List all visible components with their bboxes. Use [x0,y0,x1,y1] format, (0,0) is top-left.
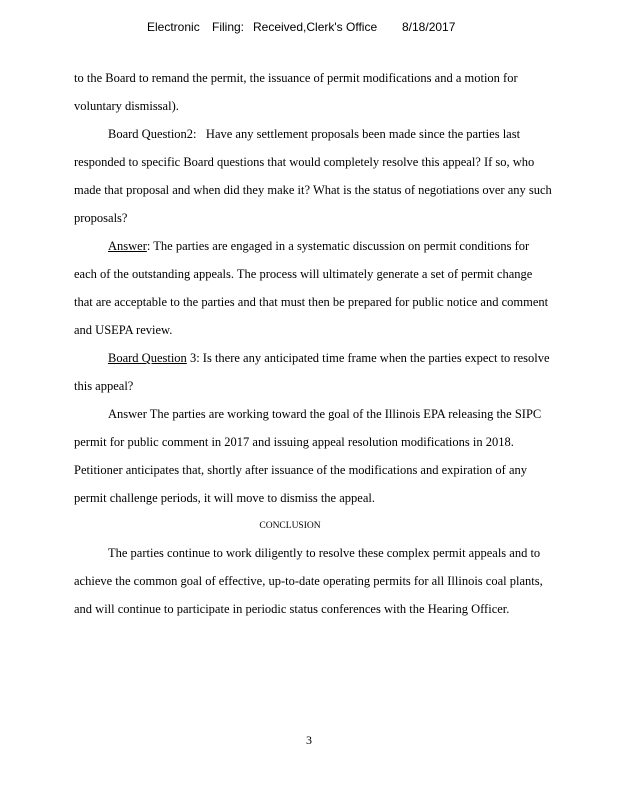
body-line: responded to specific Board questions that would completely resolve this appeal? If so, who [74,155,535,169]
header-received-clerks: Received,Clerk's [253,20,343,34]
body-line: that are acceptable to the parties and that must then be prepared for public notice and comment [74,295,549,309]
body-line: and USEPA review. [74,323,173,337]
question-label: Board Question2: [108,127,197,141]
question-text: Have any settlement proposals been made since the parties last [205,127,521,141]
conclusion-heading: CONCLUSION [259,521,321,531]
answer-label: Answer [108,239,147,253]
body-line: Petitioner anticipates that, shortly after issuance of the modifications and expiration of any [74,463,527,477]
question-label: Board Question [108,351,187,365]
body-line: to the Board to remand the permit, the issuance of permit modifications and a motion for [74,71,518,85]
filing-stamp-header [0,20,618,38]
board-question-2 [108,126,520,142]
board-question-3 [108,350,550,366]
body-line: this appeal? [74,379,134,393]
header-filing: Filing: [212,20,245,34]
body-line: proposals? [74,211,128,225]
answer-2 [108,238,529,254]
body-line: each of the outstanding appeals. The process will ultimately generate a set of permit change [74,267,533,281]
header-electronic: Electronic [147,20,200,34]
page-number: 3 [306,733,312,747]
header-date: 8/18/2017 [402,20,456,34]
body-line: made that proposal and when did they make it? What is the status of negotiations over any such [74,183,552,197]
answer-3: Answer The parties are working toward the goal of the Illinois EPA releasing the SIPC [108,407,542,421]
question-text: 3: Is there any anticipated time frame when the parties expect to resolve [186,351,550,365]
body-line: voluntary dismissal). [74,99,179,113]
answer-text: : The parties are engaged in a systematic discussion on permit conditions for [146,239,530,253]
header-office: Office [346,20,378,34]
body-line: permit challenge periods, it will move to dismiss the appeal. [74,491,375,505]
body-line: and will continue to participate in periodic status conferences with the Hearing Officer. [74,602,510,616]
body-line: achieve the common goal of effective, up-to-date operating permits for all Illinois coal plants, [74,574,543,588]
conclusion-paragraph: The parties continue to work diligently to resolve these complex permit appeals and to [108,546,541,560]
body-line: permit for public comment in 2017 and issuing appeal resolution modifications in 2018. [74,435,514,449]
